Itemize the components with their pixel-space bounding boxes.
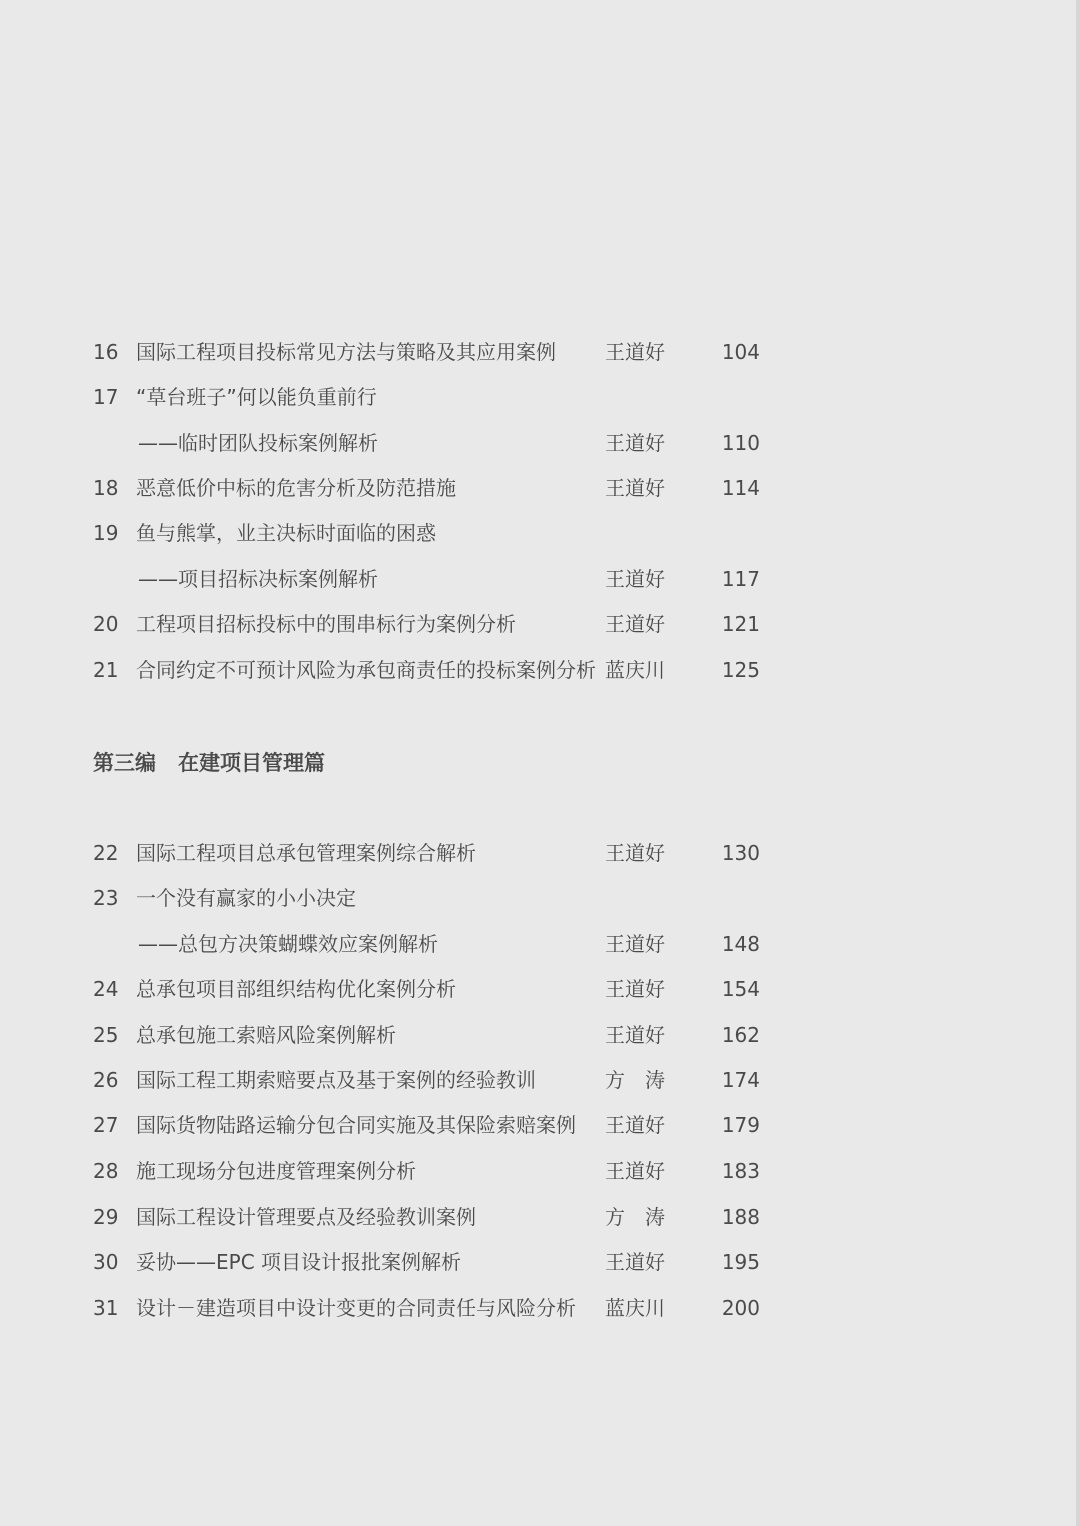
entry-title: 总承包项目部组织结构优化案例分析 (136, 977, 456, 1001)
entry-number: 18 (93, 476, 119, 500)
entry-author: 王道好 (605, 1023, 665, 1047)
entry-number: 24 (93, 977, 119, 1001)
toc-entry (0, 1020, 1080, 1050)
entry-title: 总承包施工索赔风险案例解析 (136, 1023, 396, 1047)
entry-page: 179 (721, 1113, 760, 1137)
entry-author: 王道好 (605, 567, 665, 591)
entry-page: 148 (721, 932, 760, 956)
entry-author: 王道好 (605, 977, 665, 1001)
entry-title: 工程项目招标投标中的围串标行为案例分析 (136, 612, 516, 636)
toc-entry (0, 1156, 1080, 1186)
section-heading (93, 747, 325, 779)
entry-number: 16 (93, 340, 119, 364)
entry-title: 合同约定不可预计风险为承包商责任的投标案例分析 (136, 658, 596, 682)
section-title: 在建项目管理篇 (178, 751, 325, 775)
entry-page: 104 (721, 340, 760, 364)
section-label: 第三编 (93, 751, 156, 775)
page-edge-shadow (1076, 0, 1080, 1526)
entry-title: “草台班子”何以能负重前行 (136, 385, 377, 409)
toc-entry (0, 1293, 1080, 1323)
entry-author: 王道好 (605, 841, 665, 865)
entry-author: 王道好 (605, 1113, 665, 1137)
entry-number: 19 (93, 521, 119, 545)
entry-page: 110 (721, 431, 760, 455)
entry-page: 154 (721, 977, 760, 1001)
entry-title: 恶意低价中标的危害分析及防范措施 (136, 476, 456, 500)
entry-title: 施工现场分包进度管理案例分析 (136, 1159, 416, 1183)
entry-title: 一个没有赢家的小小决定 (136, 886, 356, 910)
entry-author: 王道好 (605, 476, 665, 500)
entry-title: 妥协——EPC 项目设计报批案例解析 (136, 1250, 462, 1274)
entry-title: 国际工程工期索赔要点及基于案例的经验教训 (136, 1068, 536, 1092)
entry-page: 188 (721, 1205, 760, 1229)
entry-page: 174 (721, 1068, 760, 1092)
entry-author: 王道好 (605, 1159, 665, 1183)
entry-author: 王道好 (605, 612, 665, 636)
entry-title: 国际工程项目投标常见方法与策略及其应用案例 (136, 340, 556, 364)
entry-page: 183 (721, 1159, 760, 1183)
entry-subtitle: ——临时团队投标案例解析 (138, 431, 378, 455)
toc-entry-subtitle (0, 564, 1080, 594)
toc-entry (0, 1202, 1080, 1232)
entry-page: 200 (721, 1296, 760, 1320)
entry-number: 29 (93, 1205, 119, 1229)
entry-number: 25 (93, 1023, 119, 1047)
entry-number: 20 (93, 612, 119, 636)
entry-subtitle: ——项目招标决标案例解析 (138, 567, 378, 591)
entry-author: 蓝庆川 (605, 1296, 665, 1320)
toc-entry (0, 518, 1080, 548)
toc-entry (0, 1247, 1080, 1277)
entry-author: 王道好 (605, 1250, 665, 1274)
entry-page: 125 (721, 658, 760, 682)
entry-page: 117 (721, 567, 760, 591)
entry-page: 162 (721, 1023, 760, 1047)
toc-entry (0, 382, 1080, 412)
toc-entry (0, 655, 1080, 685)
entry-author: 王道好 (605, 431, 665, 455)
toc-entry (0, 337, 1080, 367)
toc-entry (0, 974, 1080, 1004)
entry-page: 130 (721, 841, 760, 865)
entry-author: 王道好 (605, 932, 665, 956)
entry-author: 方 涛 (605, 1068, 665, 1092)
entry-title: 设计－建造项目中设计变更的合同责任与风险分析 (136, 1296, 576, 1320)
entry-number: 26 (93, 1068, 119, 1092)
entry-title: 国际工程设计管理要点及经验教训案例 (136, 1205, 476, 1229)
entry-number: 28 (93, 1159, 119, 1183)
entry-number: 21 (93, 658, 119, 682)
entry-subtitle: ——总包方决策蝴蝶效应案例解析 (138, 932, 438, 956)
entry-number: 22 (93, 841, 119, 865)
entry-page: 195 (721, 1250, 760, 1274)
toc-entry (0, 1065, 1080, 1095)
entry-number: 27 (93, 1113, 119, 1137)
entry-number: 17 (93, 385, 119, 409)
entry-title: 鱼与熊掌，业主决标时面临的困惑 (136, 521, 436, 545)
entry-author: 方 涛 (605, 1205, 665, 1229)
toc-entry-subtitle (0, 929, 1080, 959)
entry-page: 114 (721, 476, 760, 500)
entry-title: 国际货物陆路运输分包合同实施及其保险索赔案例 (136, 1113, 576, 1137)
entry-number: 23 (93, 886, 119, 910)
toc-entry (0, 1110, 1080, 1140)
entry-number: 31 (93, 1296, 119, 1320)
toc-entry-subtitle (0, 428, 1080, 458)
toc-entry (0, 838, 1080, 868)
entry-number: 30 (93, 1250, 119, 1274)
entry-page: 121 (721, 612, 760, 636)
toc-entry (0, 609, 1080, 639)
toc-entry (0, 473, 1080, 503)
toc-entry (0, 883, 1080, 913)
entry-author: 王道好 (605, 340, 665, 364)
entry-title: 国际工程项目总承包管理案例综合解析 (136, 841, 476, 865)
entry-author: 蓝庆川 (605, 658, 665, 682)
